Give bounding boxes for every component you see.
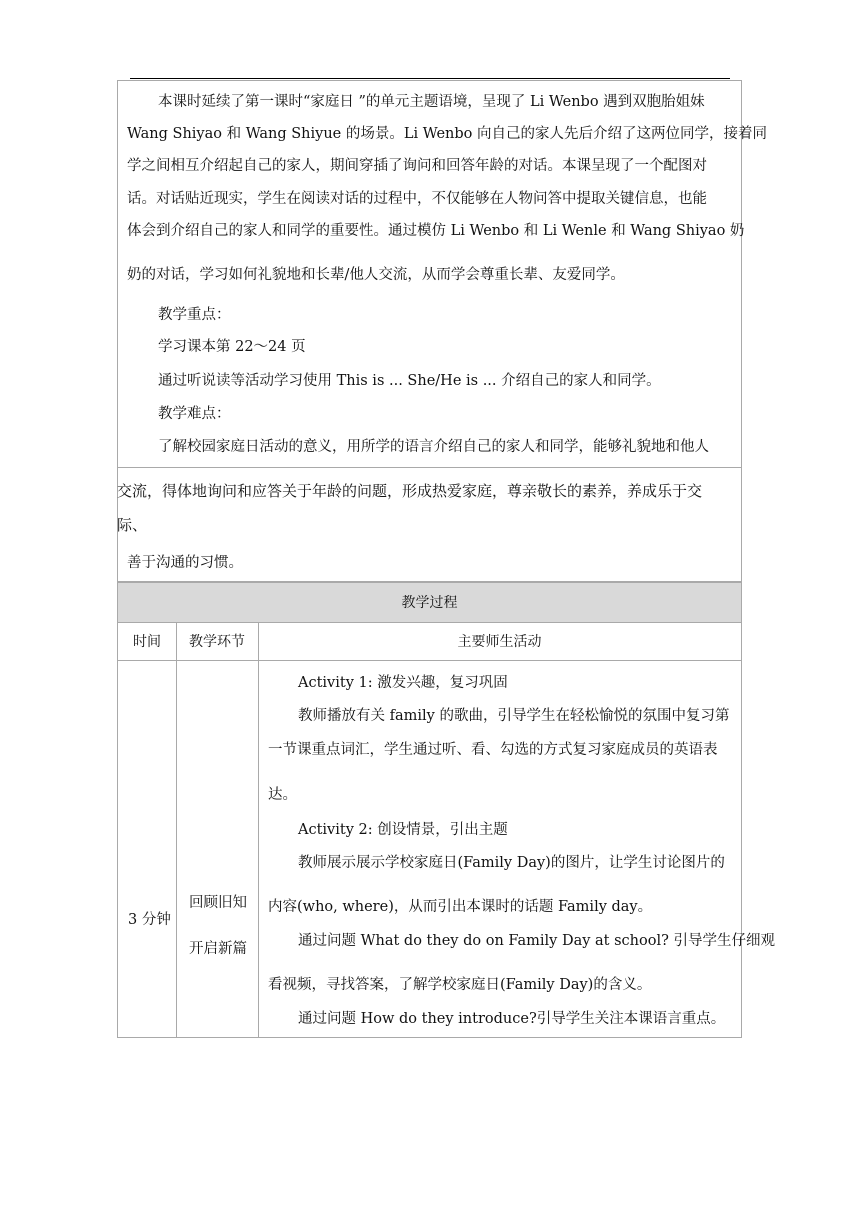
activity-line: 达。 <box>268 787 297 803</box>
stage-cell-line2: 开启新篇 <box>189 941 247 957</box>
intro-line: 话。对话贴近现实，学生在阅读对话的过程中，不仅能够在人物问答中提取关键信息，也能 <box>127 191 707 207</box>
table-header-row <box>118 623 741 661</box>
activity-line: 教师展示展示学校家庭日(Family Day)的图片，让学生讨论图片的 <box>298 855 725 871</box>
intro-line: 体会到介绍自己的家人和同学的重要性。通过模仿 Li Wenbo 和 Li Wenle 和 Wang Shiyao 奶 <box>127 223 745 239</box>
difficulty-continuation-box <box>117 467 742 582</box>
activity-line: 通过问题 What do they do on Family Day at school? 引导学生仔细观 <box>298 933 775 949</box>
activity-line: Activity 1: 激发兴趣，复习巩固 <box>298 675 508 691</box>
activity-line: 一节课重点词汇，学生通过听、看、勾选的方式复习家庭成员的英语表 <box>268 742 718 758</box>
continuation-line: 善于沟通的习惯。 <box>127 555 243 571</box>
time-cell: 3 分钟 <box>128 912 171 928</box>
intro-line: 奶的对话，学习如何礼貌地和长辈/他人交流，从而学会尊重长辈、友爱同学。 <box>127 267 625 283</box>
header-activities: 主要师生活动 <box>457 634 542 650</box>
difficulty-text: 了解校园家庭日活动的意义，用所学的语言介绍自己的家人和同学，能够礼貌地和他人 <box>158 439 709 455</box>
stage-cell-line1: 回顾旧知 <box>189 895 247 911</box>
header-stage: 教学环节 <box>189 634 245 650</box>
intro-line: 本课时延续了第一课时“家庭日 ”的单元主题语境，呈现了 Li Wenbo 遇到双胞胎姐妹 <box>158 94 705 110</box>
continuation-line: 际、 <box>117 516 148 534</box>
continuation-line: 交流，得体地询问和应答关于年龄的问题，形成热爱家庭，尊亲敬长的素养，养成乐于交 <box>117 482 703 500</box>
lesson-analysis-box <box>117 80 767 468</box>
activity-line: Activity 2: 创设情景，引出主题 <box>298 822 508 838</box>
activity-line: 内容(who, where)，从而引出本课时的话题 Family day。 <box>268 899 653 915</box>
difficulty-label: 教学难点： <box>158 406 231 422</box>
activity-line: 看视频，寻找答案，了解学校家庭日(Family Day)的含义。 <box>268 977 652 993</box>
key-points-label: 教学重点： <box>158 307 231 323</box>
process-title: 教学过程 <box>118 583 741 623</box>
header-time: 时间 <box>133 634 161 650</box>
activity-line: 教师播放有关 family 的歌曲，引导学生在轻松愉悦的氛围中复习第 <box>298 708 730 724</box>
teaching-process-table <box>117 582 775 1038</box>
intro-line: 学之间相互介绍起自己的家人，期间穿插了询问和回答年龄的对话。本课呈现了一个配图对 <box>127 158 707 174</box>
key-point-item: 通过听说读等活动学习使用 This is ... She/He is ... 介绍自己的家人和同学。 <box>158 373 661 389</box>
top-rule <box>130 78 730 79</box>
activity-line: 通过问题 How do they introduce?引导学生关注本课语言重点。 <box>298 1011 726 1027</box>
intro-line: Wang Shiyao 和 Wang Shiyue 的场景。Li Wenbo 向自己的家人先后介绍了这两位同学，接着同 <box>127 126 767 142</box>
table-row <box>118 661 775 1038</box>
key-point-item: 学习课本第 22～24 页 <box>158 339 306 355</box>
